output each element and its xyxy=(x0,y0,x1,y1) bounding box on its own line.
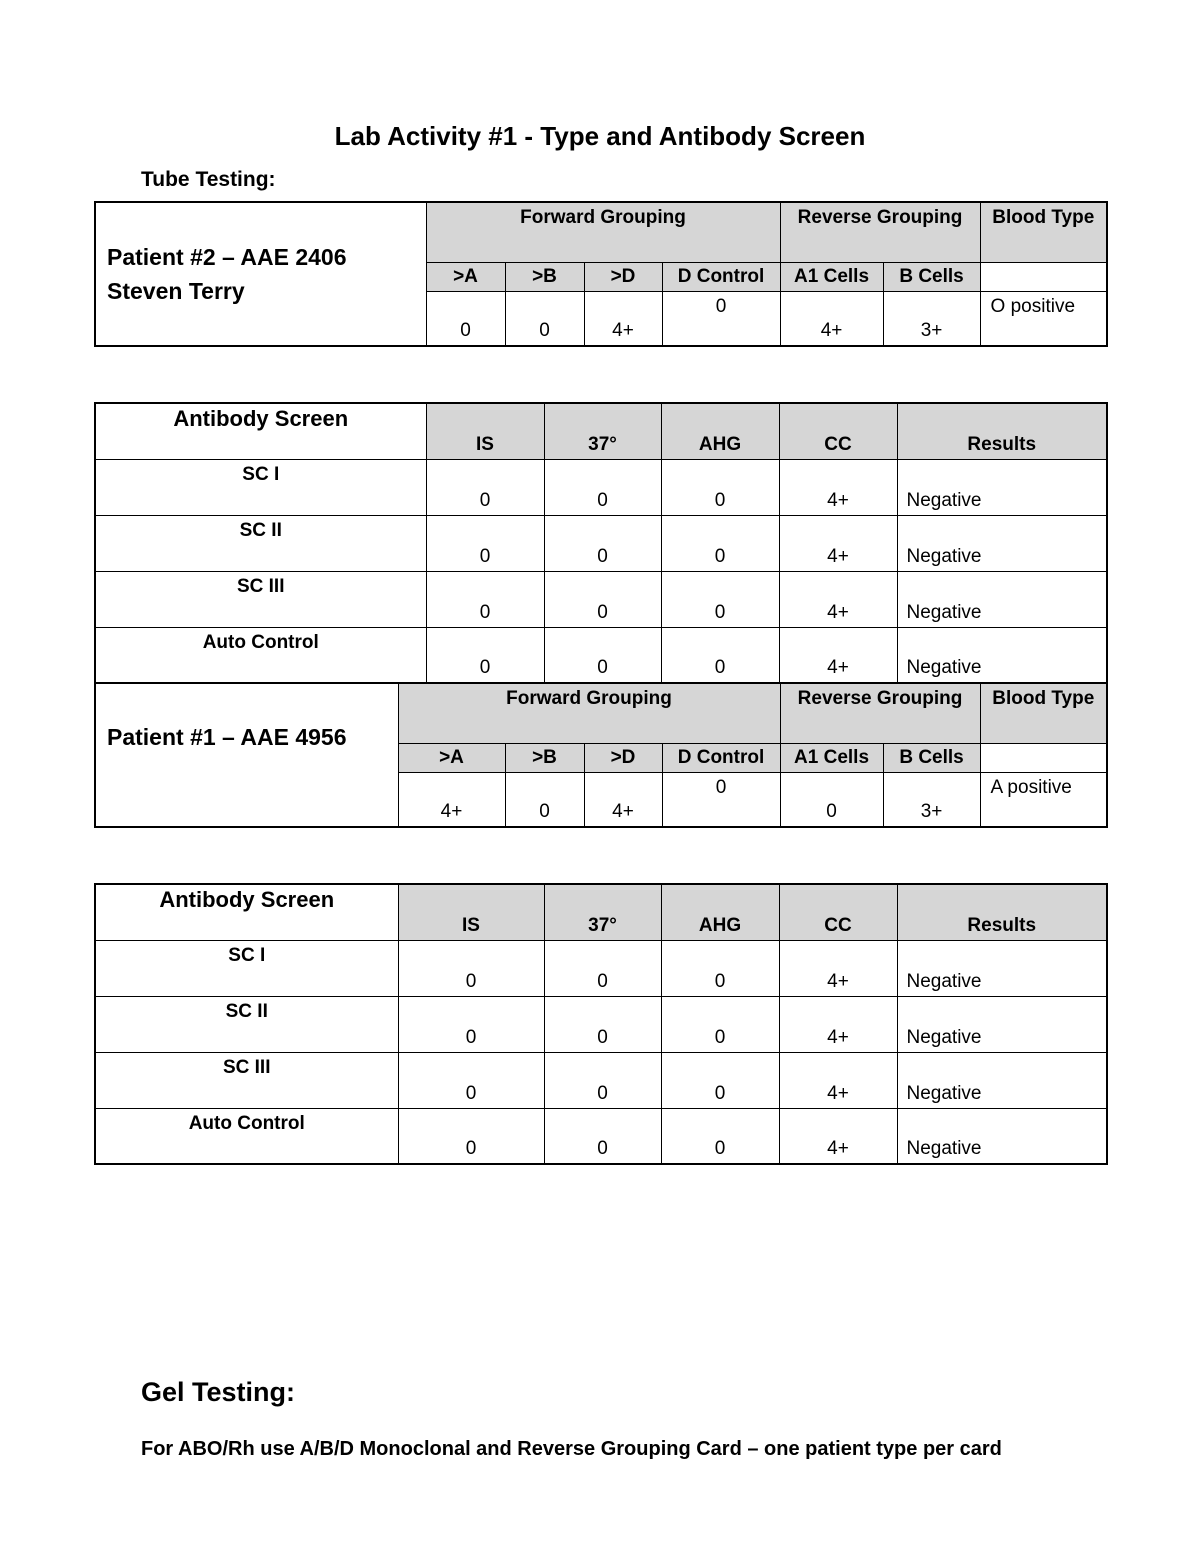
col-b-cells: B Cells xyxy=(883,262,980,291)
screen-cell-ahg: 0 xyxy=(661,1052,779,1108)
screen-cell-ahg: 0 xyxy=(661,627,779,683)
col-is: IS xyxy=(398,884,544,940)
col-anti-d: >D xyxy=(584,743,662,772)
screen-cell-is: 0 xyxy=(426,515,544,571)
table-row xyxy=(95,940,1107,996)
screen-cell-result: Negative xyxy=(897,996,1107,1052)
col-results: Results xyxy=(897,403,1107,459)
patient2-d-control: 0 xyxy=(662,291,780,346)
col-d-control: D Control xyxy=(662,262,780,291)
patient1-anti-b: 0 xyxy=(505,772,584,827)
col-37: 37° xyxy=(544,884,661,940)
table-row xyxy=(95,1108,1107,1164)
screen-cell-ahg: 0 xyxy=(661,940,779,996)
patient2-blood-type: O positive xyxy=(980,291,1107,346)
col-cc: CC xyxy=(779,403,897,459)
col-anti-d: >D xyxy=(584,262,662,291)
patient1-anti-a: 4+ xyxy=(398,772,505,827)
screen-cell-37: 0 xyxy=(544,1052,661,1108)
screen-cell-result: Negative xyxy=(897,571,1107,627)
screen-cell-cc: 4+ xyxy=(779,571,897,627)
col-results: Results xyxy=(897,884,1107,940)
gel-testing-heading: Gel Testing: xyxy=(141,1377,296,1407)
patient1-id: Patient #1 – AAE 4956 xyxy=(107,724,347,750)
tube-testing-heading: Tube Testing: xyxy=(141,168,276,191)
screen-cell-result: Negative xyxy=(897,1052,1107,1108)
col-a1-cells: A1 Cells xyxy=(780,262,883,291)
blood-type-subheader-blank xyxy=(980,743,1107,772)
patient2-b-cells: 3+ xyxy=(883,291,980,346)
screen-cell-37: 0 xyxy=(544,940,661,996)
screen-cell-is: 0 xyxy=(398,1052,544,1108)
patient1-grouping-table xyxy=(94,682,1108,828)
patient2-antibody-screen-table xyxy=(94,402,1108,684)
forward-grouping-header: Forward Grouping xyxy=(398,683,780,743)
reverse-grouping-header: Reverse Grouping xyxy=(780,683,980,743)
screen-cell-37: 0 xyxy=(544,996,661,1052)
screen-cell-cc: 4+ xyxy=(779,1108,897,1164)
screen-cell-is: 0 xyxy=(426,627,544,683)
screen-cell-result: Negative xyxy=(897,1108,1107,1164)
patient1-d-control: 0 xyxy=(662,772,780,827)
screen-cell-ahg: 0 xyxy=(661,459,779,515)
patient2-anti-b: 0 xyxy=(505,291,584,346)
col-a1-cells: A1 Cells xyxy=(780,743,883,772)
screen-cell-result: Negative xyxy=(897,459,1107,515)
screen-cell-ahg: 0 xyxy=(661,571,779,627)
screen-cell-label: SC I xyxy=(95,940,398,996)
col-37: 37° xyxy=(544,403,661,459)
table-row xyxy=(95,459,1107,515)
table-row xyxy=(95,571,1107,627)
screen-cell-label: Auto Control xyxy=(95,627,426,683)
antibody-screen-header: Antibody Screen xyxy=(95,403,426,459)
patient1-blood-type: A positive xyxy=(980,772,1107,827)
screen-cell-ahg: 0 xyxy=(661,515,779,571)
col-is: IS xyxy=(426,403,544,459)
screen-cell-is: 0 xyxy=(426,571,544,627)
screen-cell-37: 0 xyxy=(544,1108,661,1164)
screen-cell-37: 0 xyxy=(544,571,661,627)
patient1-anti-d: 4+ xyxy=(584,772,662,827)
forward-grouping-header: Forward Grouping xyxy=(426,202,780,262)
screen-cell-label: SC II xyxy=(95,515,426,571)
screen-cell-label: Auto Control xyxy=(95,1108,398,1164)
table-row xyxy=(95,627,1107,683)
screen-cell-cc: 4+ xyxy=(779,940,897,996)
table-row xyxy=(95,1052,1107,1108)
screen-cell-label: SC III xyxy=(95,571,426,627)
screen-cell-cc: 4+ xyxy=(779,459,897,515)
patient1-b-cells: 3+ xyxy=(883,772,980,827)
patient2-name: Steven Terry xyxy=(107,278,245,304)
patient1-label xyxy=(95,683,398,827)
col-anti-a: >A xyxy=(426,262,505,291)
col-ahg: AHG xyxy=(661,403,779,459)
blood-type-subheader-blank xyxy=(980,262,1107,291)
antibody-screen-header: Antibody Screen xyxy=(95,884,398,940)
screen-cell-is: 0 xyxy=(398,996,544,1052)
screen-cell-cc: 4+ xyxy=(779,627,897,683)
table-row xyxy=(95,996,1107,1052)
screen-cell-label: SC II xyxy=(95,996,398,1052)
screen-cell-label: SC I xyxy=(95,459,426,515)
screen-cell-cc: 4+ xyxy=(779,515,897,571)
table-row xyxy=(95,515,1107,571)
screen-cell-cc: 4+ xyxy=(779,996,897,1052)
patient2-grouping-table xyxy=(94,201,1108,347)
blood-type-header: Blood Type xyxy=(980,202,1107,262)
screen-cell-is: 0 xyxy=(426,459,544,515)
screen-cell-is: 0 xyxy=(398,940,544,996)
patient2-anti-a: 0 xyxy=(426,291,505,346)
patient2-a1-cells: 4+ xyxy=(780,291,883,346)
screen-cell-37: 0 xyxy=(544,627,661,683)
patient2-label xyxy=(95,202,426,346)
gel-testing-note: For ABO/Rh use A/B/D Monoclonal and Reverse Grouping Card – one patient type per card xyxy=(141,1438,1002,1460)
col-anti-a: >A xyxy=(398,743,505,772)
screen-cell-ahg: 0 xyxy=(661,1108,779,1164)
screen-cell-label: SC III xyxy=(95,1052,398,1108)
patient1-a1-cells: 0 xyxy=(780,772,883,827)
screen-cell-ahg: 0 xyxy=(661,996,779,1052)
screen-cell-cc: 4+ xyxy=(779,1052,897,1108)
screen-cell-result: Negative xyxy=(897,627,1107,683)
col-anti-b: >B xyxy=(505,262,584,291)
col-d-control: D Control xyxy=(662,743,780,772)
reverse-grouping-header: Reverse Grouping xyxy=(780,202,980,262)
document-title: Lab Activity #1 - Type and Antibody Screen xyxy=(334,121,866,151)
screen-cell-37: 0 xyxy=(544,459,661,515)
patient2-id: Patient #2 – AAE 2406 xyxy=(107,244,347,270)
screen-cell-result: Negative xyxy=(897,940,1107,996)
patient2-anti-d: 4+ xyxy=(584,291,662,346)
screen-cell-result: Negative xyxy=(897,515,1107,571)
blood-type-header: Blood Type xyxy=(980,683,1107,743)
col-cc: CC xyxy=(779,884,897,940)
screen-cell-37: 0 xyxy=(544,515,661,571)
col-b-cells: B Cells xyxy=(883,743,980,772)
screen-cell-is: 0 xyxy=(398,1108,544,1164)
col-anti-b: >B xyxy=(505,743,584,772)
col-ahg: AHG xyxy=(661,884,779,940)
patient1-antibody-screen-table xyxy=(94,883,1108,1165)
